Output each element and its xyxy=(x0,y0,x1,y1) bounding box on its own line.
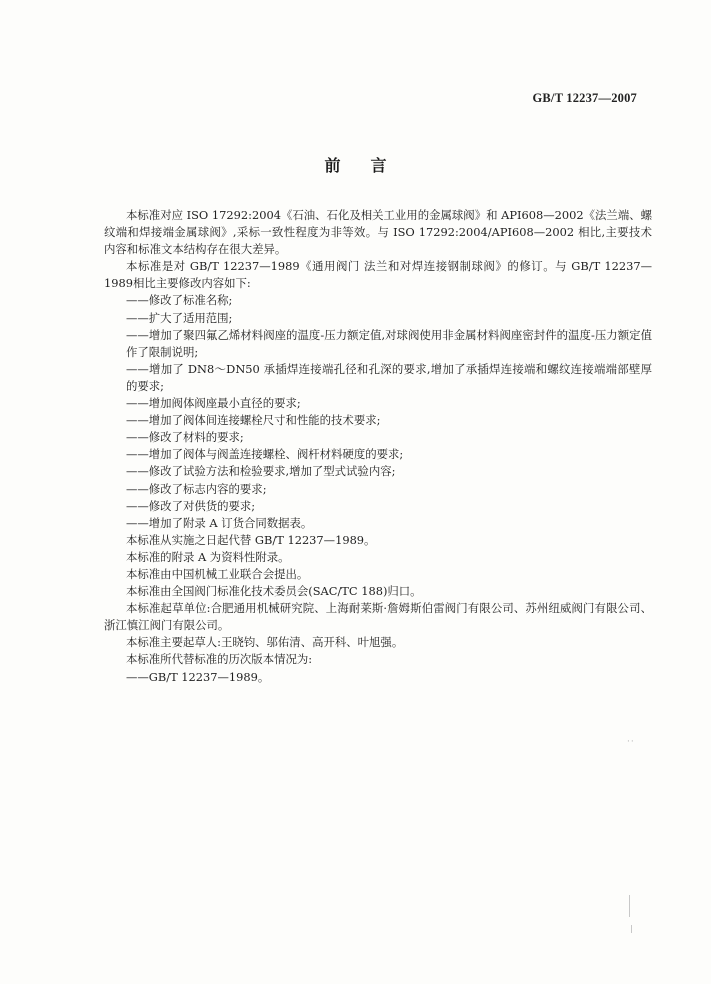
foreword-body xyxy=(104,207,652,686)
scan-speck xyxy=(629,895,630,917)
paragraph-proposer: 本标准由中国机械工业联合会提出。 xyxy=(126,566,309,581)
paragraph-annex: 本标准的附录 A 为资料性附录。 xyxy=(126,549,290,564)
change-item: ——修改了标准名称; xyxy=(126,293,233,308)
change-item: ——增加了聚四氟乙烯材料阀座的温度-压力额定值,对球阀使用非金属材料阀座密封件的温度-压力额定值作了限制说明; xyxy=(126,327,652,359)
change-item: ——增加了附录 A 订货合同数据表。 xyxy=(126,515,313,530)
change-item: ——修改了试验方法和检验要求,增加了型式试验内容; xyxy=(126,464,396,479)
change-item: ——增加了 DN8～DN50 承插焊连接端孔径和孔深的要求,增加了承插焊连接端和螺纹连接端端部壁厚的要求; xyxy=(126,361,652,393)
standard-code: GB/T 12237—2007 xyxy=(532,91,637,105)
paragraph-replaces: 本标准从实施之日起代替 GB/T 12237—1989。 xyxy=(126,532,376,547)
paragraph-adoption: 本标准对应 ISO 17292:2004《石油、石化及相关工业用的金属球阀》和 API608—2002《法兰端、螺纹端和焊接端金属球阀》,采标一致性程度为非等效。与 ISO 17292:2004/API608—2002 相比,主要技术内容和标准文本结构存在很大差异。 xyxy=(104,208,652,257)
history-item: ——GB/T 12237—1989。 xyxy=(126,669,270,684)
paragraph-drafters: 本标准主要起草人:王晓钧、邬佑清、高开科、叶旭强。 xyxy=(126,635,404,650)
paragraph-drafting-units: 本标准起草单位:合肥通用机械研究院、上海耐莱斯·詹姆斯伯雷阀门有限公司、苏州纽威阀门有限公司、浙江慎江阀门有限公司。 xyxy=(104,601,652,633)
change-item: ——增加了阀体与阀盖连接螺栓、阀杆材料硬度的要求; xyxy=(126,447,404,462)
paragraph-history-intro: 本标准所代替标准的历次版本情况为: xyxy=(126,652,313,667)
change-item: ——增加阀体阀座最小直径的要求; xyxy=(126,396,301,411)
paragraph-committee: 本标准由全国阀门标准化技术委员会(SAC/TC 188)归口。 xyxy=(126,584,422,599)
change-item: ——修改了标志内容的要求; xyxy=(126,481,267,496)
change-item: ——修改了材料的要求; xyxy=(126,430,244,445)
change-item: ——扩大了适用范围; xyxy=(126,310,233,325)
scan-speck: ·· xyxy=(627,737,635,747)
scan-speck xyxy=(631,925,632,933)
page-title: 前言 xyxy=(324,156,417,175)
paragraph-revision: 本标准是对 GB/T 12237—1989《通用阀门 法兰和对焊连接钢制球阀》的修订。与 GB/T 12237—1989相比主要修改内容如下: xyxy=(104,259,652,291)
change-item: ——增加了阀体间连接螺栓尺寸和性能的技术要求; xyxy=(126,413,381,428)
change-item: ——修改了对供货的要求; xyxy=(126,498,256,513)
